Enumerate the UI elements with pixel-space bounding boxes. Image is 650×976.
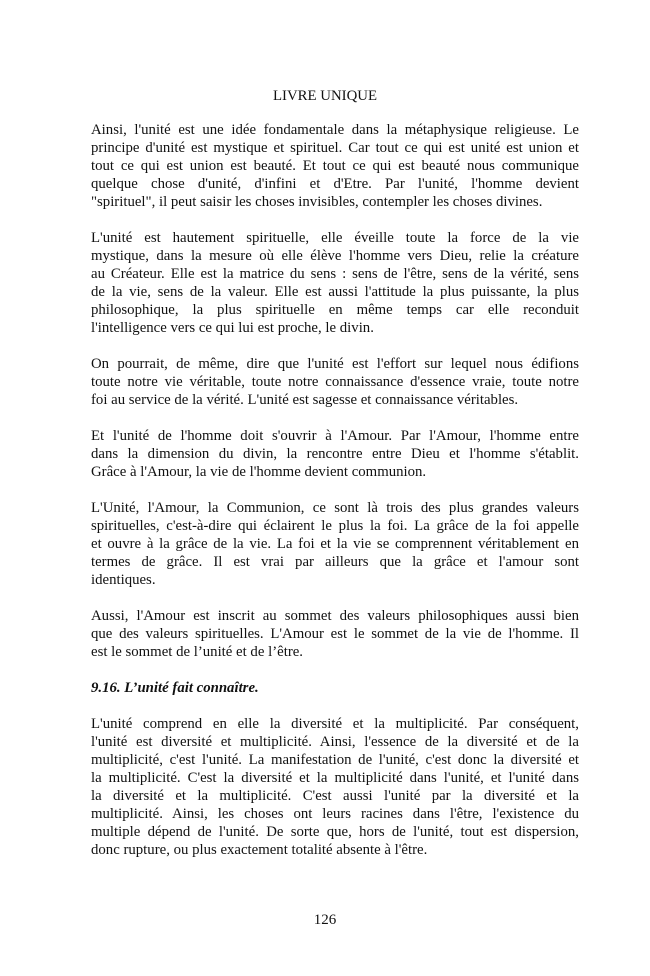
text-line: Et l'unité de l'homme doit s'ouvrir à l'Amour. Par l'Amour, l'homme entre [91,428,579,444]
text-line: L'unité comprend en elle la diversité et la multiplicité. Par conséquent, [91,716,579,732]
text-line: donc rupture, ou plus exactement totalité absente à l'être. [91,842,428,858]
text-line: et ouvre à la grâce de la vie. La foi et la vie se comprennent véritablement en [91,536,579,552]
text-line: L'unité est hautement spirituelle, elle éveille toute la force de la vie [91,230,579,246]
text-line: la diversité et la multiplicité. C'est aussi l'unité par la diversité et la [91,788,579,804]
paragraph [91,121,579,211]
paragraph [91,607,579,661]
running-header: LIVRE UNIQUE [273,88,377,104]
text-line: mystique, dans la mesure où elle élève l'homme vers Dieu, relie la créature [91,248,579,264]
text-line: est le sommet de l’unité et de l’être. [91,644,304,660]
text-line: principe d'unité est mystique et spirituel. Car tout ce qui est unité est union et [91,140,579,156]
text-line: multiple dépend de l'unité. De sorte que, hors de l'unité, tout est dispersion, [91,824,579,840]
text-line: dans la dimension du divin, la rencontre entre Dieu et l'homme s'établit. [91,446,579,462]
paragraph [91,229,579,337]
text-line: "spirituel", il peut saisir les choses invisibles, contempler les choses divines. [91,194,543,210]
text-line: de la vie, sens de la valeur. Elle est aussi l'attitude la plus puissante, la plus [91,284,579,300]
section-heading [91,679,579,697]
text-line: toute notre vie véritable, toute notre connaissance d'essence vraie, toute notre [91,374,579,390]
paragraph [91,355,579,409]
paragraph [91,427,579,481]
text-line: spirituelles, c'est-à-dire qui éclairent le plus la foi. La grâce de la foi appelle [91,518,579,534]
text-line: multiplicité, c'est l'unité. La manifestation de l'unité, c'est donc la diversité et [91,752,579,768]
text-line: identiques. [91,572,156,588]
text-line: termes de grâce. Il est vrai par ailleurs que la grâce et l'amour sont [91,554,579,570]
text-line: 9.16. L’unité fait connaître. [91,680,259,696]
text-line: philosophique, la plus spirituelle en même temps car elle reconduit [91,302,579,318]
text-line: foi au service de la vérité. L'unité est sagesse et connaissance véritables. [91,392,519,408]
text-line: l'unité est diversité et multiplicité. Ainsi, l'essence de la diversité et de la [91,734,579,750]
text-line: au Créateur. Elle est la matrice du sens : sens de l'être, sens de la vérité, sens [91,266,579,282]
text-line: On pourrait, de même, dire que l'unité est l'effort sur lequel nous édifions [91,356,579,372]
text-line: l'intelligence vers ce qui lui est proche, le divin. [91,320,374,336]
page-body [91,121,579,877]
text-line: L'Unité, l'Amour, la Communion, ce sont là trois des plus grandes valeurs [91,500,579,516]
text-line: Grâce à l'Amour, la vie de l'homme devient communion. [91,464,427,480]
paragraph [91,715,579,859]
text-line: tout ce qui est union est beauté. Et tout ce qui est beauté nous communique [91,158,579,174]
text-line: Ainsi, l'unité est une idée fondamentale dans la métaphysique religieuse. Le [91,122,579,138]
paragraph [91,499,579,589]
text-line: multiplicité. Ainsi, les choses ont leurs racines dans l'être, l'existence du [91,806,579,822]
page-number: 126 [313,912,337,928]
text-line: la multiplicité. C'est la diversité et la multiplicité dans l'unité, et l'unité dans [91,770,579,786]
text-line: quelque chose d'unité, d'infini et d'Etre. Par l'unité, l'homme devient [91,176,579,192]
text-line: que des valeurs spirituelles. L'Amour est le sommet de la vie de l'homme. Il [91,626,579,642]
text-line: Aussi, l'Amour est inscrit au sommet des valeurs philosophiques aussi bien [91,608,579,624]
